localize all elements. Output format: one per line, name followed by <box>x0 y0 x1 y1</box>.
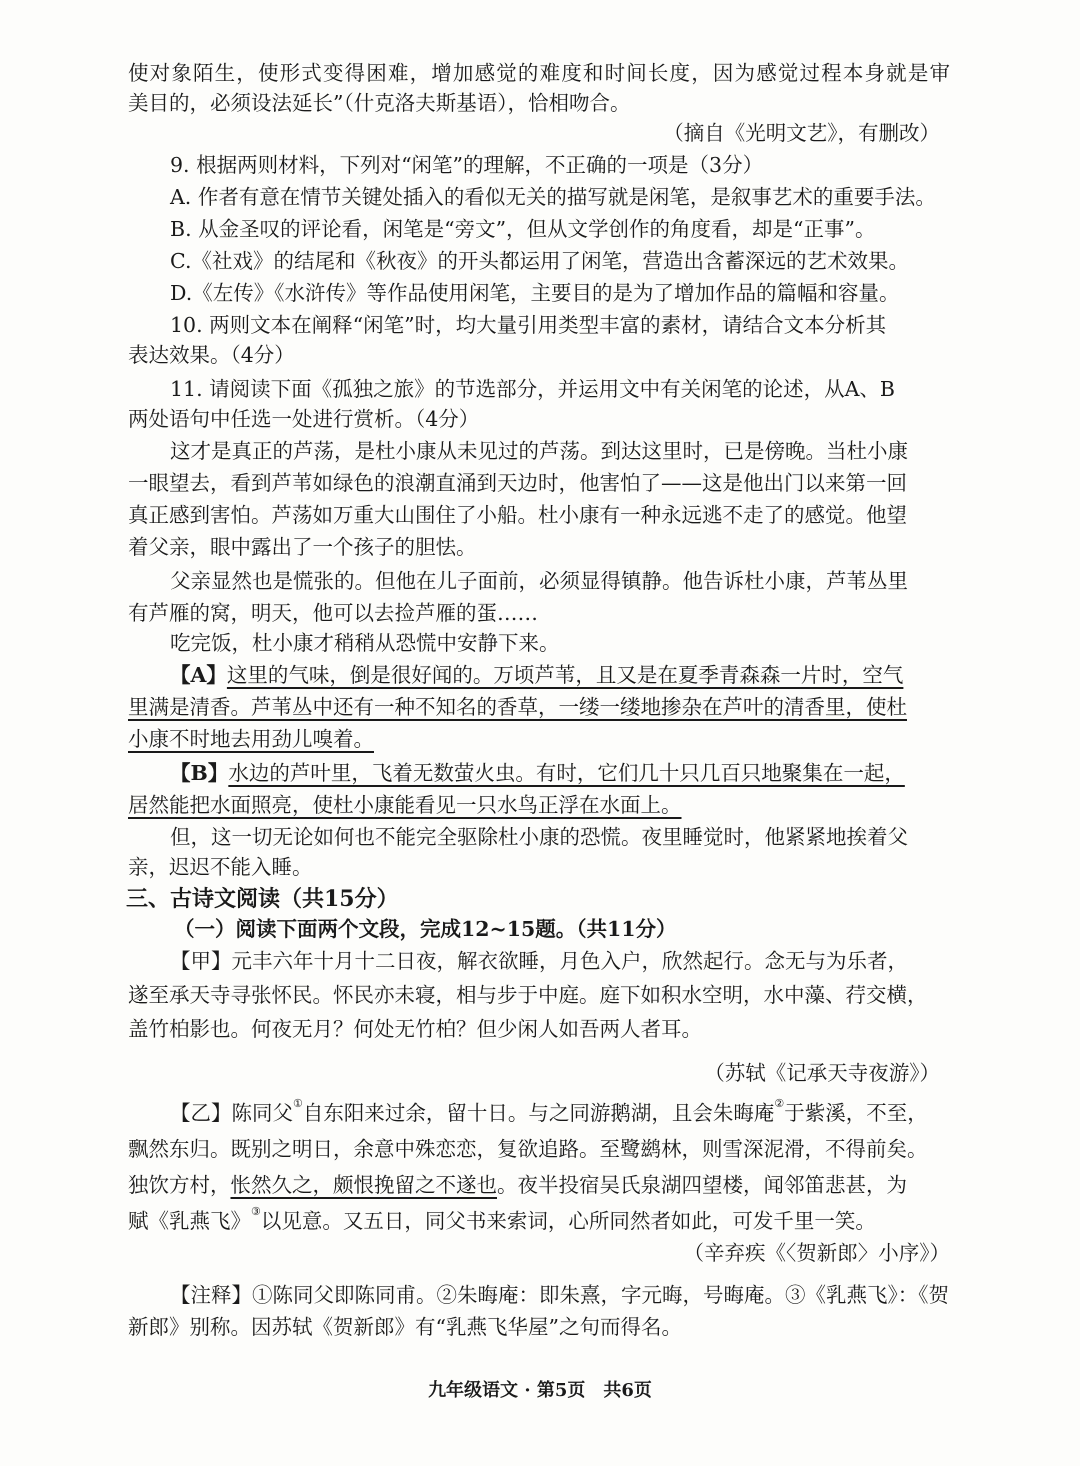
passage-a <box>128 660 950 690</box>
question-11-line: 两处语句中任选一处进行赏析。（4分） <box>128 407 480 431</box>
question-10-line: 表达效果。（4分） <box>128 343 295 367</box>
material-source: （摘自《光明文艺》，有删改） <box>663 121 940 145</box>
passage-b-line <box>128 790 950 820</box>
excerpt-line: 但，这一切无论如何也不能完全驱除杜小康的恐慌。夜里睡觉时，他紧紧地挨着父 <box>170 825 908 849</box>
yi-text-line <box>128 1206 950 1236</box>
yi-text: 自东阳来过余，留十日。与之同游鹅湖，且会朱晦庵 <box>302 1101 775 1125</box>
question-9-option-a: A. 作者有意在情节关键处插入的看似无关的描写就是闲笔，是叙事艺术的重要手法。 <box>170 185 936 209</box>
question-9-option-c: C.《社戏》的结尾和《秋夜》的开头都运用了闲笔，营造出含蓄深远的艺术效果。 <box>170 249 909 273</box>
passage-a-text: 小康不时地去用劲儿嗅着。 <box>128 727 374 751</box>
jia-text-line: 盖竹柏影也。何夜无月？何处无竹柏？但少闲人如吾两人者耳。 <box>128 1017 702 1041</box>
yi-text: 赋《乳燕飞》 <box>128 1209 251 1233</box>
yi-text-line: 飘然东归。既别之明日，余意中殊恋恋，复欲追路。至鹭鹚林，则雪深泥滑，不得前矣。 <box>128 1137 928 1161</box>
question-9-option-d: D.《左传》《水浒传》等作品使用闲笔，主要目的是为了增加作品的篇幅和容量。 <box>170 281 900 305</box>
footnote-marker: ③ <box>251 1205 261 1218</box>
passage-b-text: 水边的芦叶里，飞着无数萤火虫。有时，它们几十只几百只地聚集在一起， <box>228 761 905 785</box>
question-10-line: 10. 两则文本在阐释“闲笔”时，均大量引用类型丰富的素材，请结合文本分析其 <box>170 313 887 337</box>
passage-a-text: 里满是清香。芦苇丛中还有一种不知名的香草，一缕一缕地掺杂在芦叶的清香里，使杜 <box>128 695 907 719</box>
yi-text: 【乙】陈同父 <box>170 1101 293 1125</box>
passage-b-marker: 【B】 <box>170 761 229 785</box>
notes-line: 【注释】①陈同父即陈同甫。②朱晦庵：即朱熹，字元晦，号晦庵。③《乳燕飞》：《贺 <box>170 1283 949 1307</box>
page-footer: 九年级语文 · 第5页 共6页 <box>428 1380 652 1401</box>
yi-text: 以见意。又五日，同父书来索词，心所同然者如此，可发千里一笑。 <box>260 1209 876 1233</box>
excerpt-line: 这才是真正的芦荡，是杜小康从未见过的芦荡。到达这里时，已是傍晚。当杜小康 <box>170 439 908 463</box>
excerpt-line: 一眼望去，看到芦苇如绿色的浪潮直涌到天边时，他害怕了——这是他出门以来第一回 <box>128 471 907 495</box>
footnote-marker: ① <box>293 1097 303 1110</box>
section-subtitle: （一）阅读下面两个文段，完成12~15题。（共11分） <box>174 917 677 941</box>
question-11-line: 11. 请阅读下面《孤独之旅》的节选部分，并运用文中有关闲笔的论述，从A、B <box>170 377 895 401</box>
passage-a-line <box>128 724 950 754</box>
material-tail-line: 美目的，必须设法延长”（什克洛夫斯基语），恰相吻合。 <box>128 91 631 115</box>
yi-text: 独饮方村， <box>128 1173 231 1197</box>
passage-b-text: 居然能把水面照亮，使杜小康能看见一只水鸟正浮在水面上。 <box>128 793 682 817</box>
yi-text: 于紫溪，不至， <box>784 1101 928 1125</box>
excerpt-line: 真正感到害怕。芦荡如万重大山围住了小船。杜小康有一种永远逃不走了的感觉。他望 <box>128 503 907 527</box>
passage-a-text: 这里的气味，倒是很好闻的。万顷芦苇，且又是在夏季青森森一片时，空气 <box>226 663 904 687</box>
yi-source: （辛弃疾《〈贺新郎〉小序》） <box>683 1241 950 1265</box>
passage-a-marker: 【A】 <box>170 663 227 687</box>
passage-a-line <box>128 692 950 722</box>
yi-text-line <box>128 1098 950 1128</box>
yi-text: 。夜半投宿吴氏泉湖四望楼，闻邻笛悲甚，为 <box>497 1173 907 1197</box>
yi-text-line <box>128 1170 950 1200</box>
jia-text-line: 遂至承天寺寻张怀民。怀民亦未寝，相与步于中庭。庭下如积水空明，水中藻、荇交横， <box>128 983 928 1007</box>
notes-line: 新郎》别称。因苏轼《贺新郎》有“乳燕飞华屋”之句而得名。 <box>128 1315 682 1339</box>
excerpt-line: 着父亲，眼中露出了一个孩子的胆怯。 <box>128 535 477 559</box>
question-9-stem: 9. 根据两则材料，下列对“闲笔”的理解，不正确的一项是（3分） <box>170 153 764 177</box>
excerpt-line: 吃完饭，杜小康才稍稍从恐慌中安静下来。 <box>170 631 560 655</box>
material-tail-line: 使对象陌生，使形式变得困难，增加感觉的难度和时间长度，因为感觉过程本身就是审 <box>128 61 950 85</box>
yi-underlined-text: 怅然久之，颇恨挽留之不遂也 <box>230 1173 497 1197</box>
passage-b <box>128 758 950 788</box>
jia-text-line: 【甲】元丰六年十月十二日夜，解衣欲睡，月色入户，欣然起行。念无与为乐者， <box>170 949 908 973</box>
section-title: 三、古诗文阅读（共15分） <box>126 886 399 912</box>
question-9-option-b: B. 从金圣叹的评论看，闲笔是“旁文”，但从文学创作的角度看，却是“正事”。 <box>170 217 876 241</box>
excerpt-line: 亲，迟迟不能入睡。 <box>128 855 313 879</box>
excerpt-line: 有芦雁的窝，明天，他可以去捡芦雁的蛋…… <box>128 601 538 625</box>
footnote-marker: ② <box>774 1097 785 1110</box>
excerpt-line: 父亲显然也是慌张的。但他在儿子面前，必须显得镇静。他告诉杜小康，芦苇丛里 <box>170 569 908 593</box>
jia-source: （苏轼《记承天寺夜游》） <box>704 1061 940 1085</box>
